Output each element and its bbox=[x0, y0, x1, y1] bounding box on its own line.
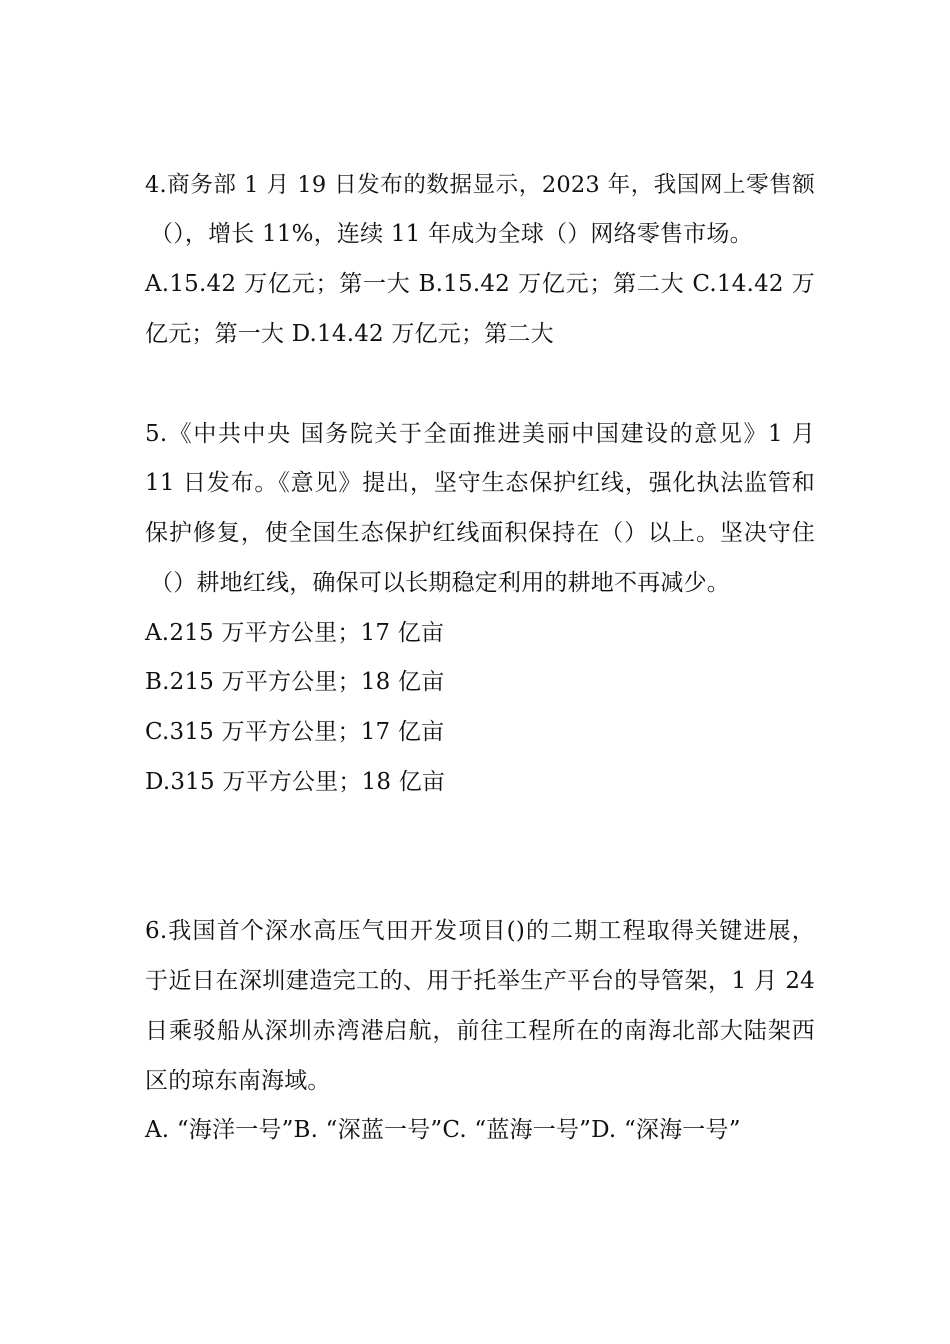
question-4-line-2: （），增长 11%，连续 11 年成为全球（）网络零售市场。 bbox=[150, 221, 753, 247]
question-6-line-4: 区的琼东南海域。 bbox=[145, 1068, 331, 1094]
question-5-option-d: D.315 万平方公里；18 亿亩 bbox=[145, 769, 446, 795]
question-6-line-3: 日乘驳船从深圳赤湾港启航，前往工程所在的南海北部大陆架西 bbox=[145, 1018, 815, 1044]
question-5-option-c: C.315 万平方公里；17 亿亩 bbox=[145, 719, 445, 745]
question-4-line-1: 4.商务部 1 月 19 日发布的数据显示，2023 年，我国网上零售额 bbox=[145, 172, 815, 198]
question-5-option-a: A.215 万平方公里；17 亿亩 bbox=[145, 620, 445, 646]
question-5-line-1: 5.《中共中央 国务院关于全面推进美丽中国建设的意见》1 月 bbox=[145, 421, 815, 447]
question-5-option-b: B.215 万平方公里；18 亿亩 bbox=[145, 669, 445, 695]
question-4-options-line-2: 亿元；第一大 D.14.42 万亿元；第二大 bbox=[145, 321, 554, 347]
question-6-options: A. “海洋一号”B. “深蓝一号”C. “蓝海一号”D. “深海一号” bbox=[145, 1117, 741, 1143]
question-5-line-2: 11 日发布。《意见》提出，坚守生态保护红线，强化执法监管和 bbox=[145, 470, 815, 496]
question-6-line-2: 于近日在深圳建造完工的、用于托举生产平台的导管架，1 月 24 bbox=[145, 968, 815, 994]
question-5-line-4: （）耕地红线，确保可以长期稳定利用的耕地不再减少。 bbox=[150, 570, 730, 596]
question-6-line-1: 6.我国首个深水高压气田开发项目()的二期工程取得关键进展， bbox=[145, 918, 815, 944]
question-4-options-line-1: A.15.42 万亿元；第一大 B.15.42 万亿元；第二大 C.14.42 万 bbox=[145, 271, 815, 297]
question-5-line-3: 保护修复，使全国生态保护红线面积保持在（）以上。坚决守住 bbox=[145, 520, 815, 546]
